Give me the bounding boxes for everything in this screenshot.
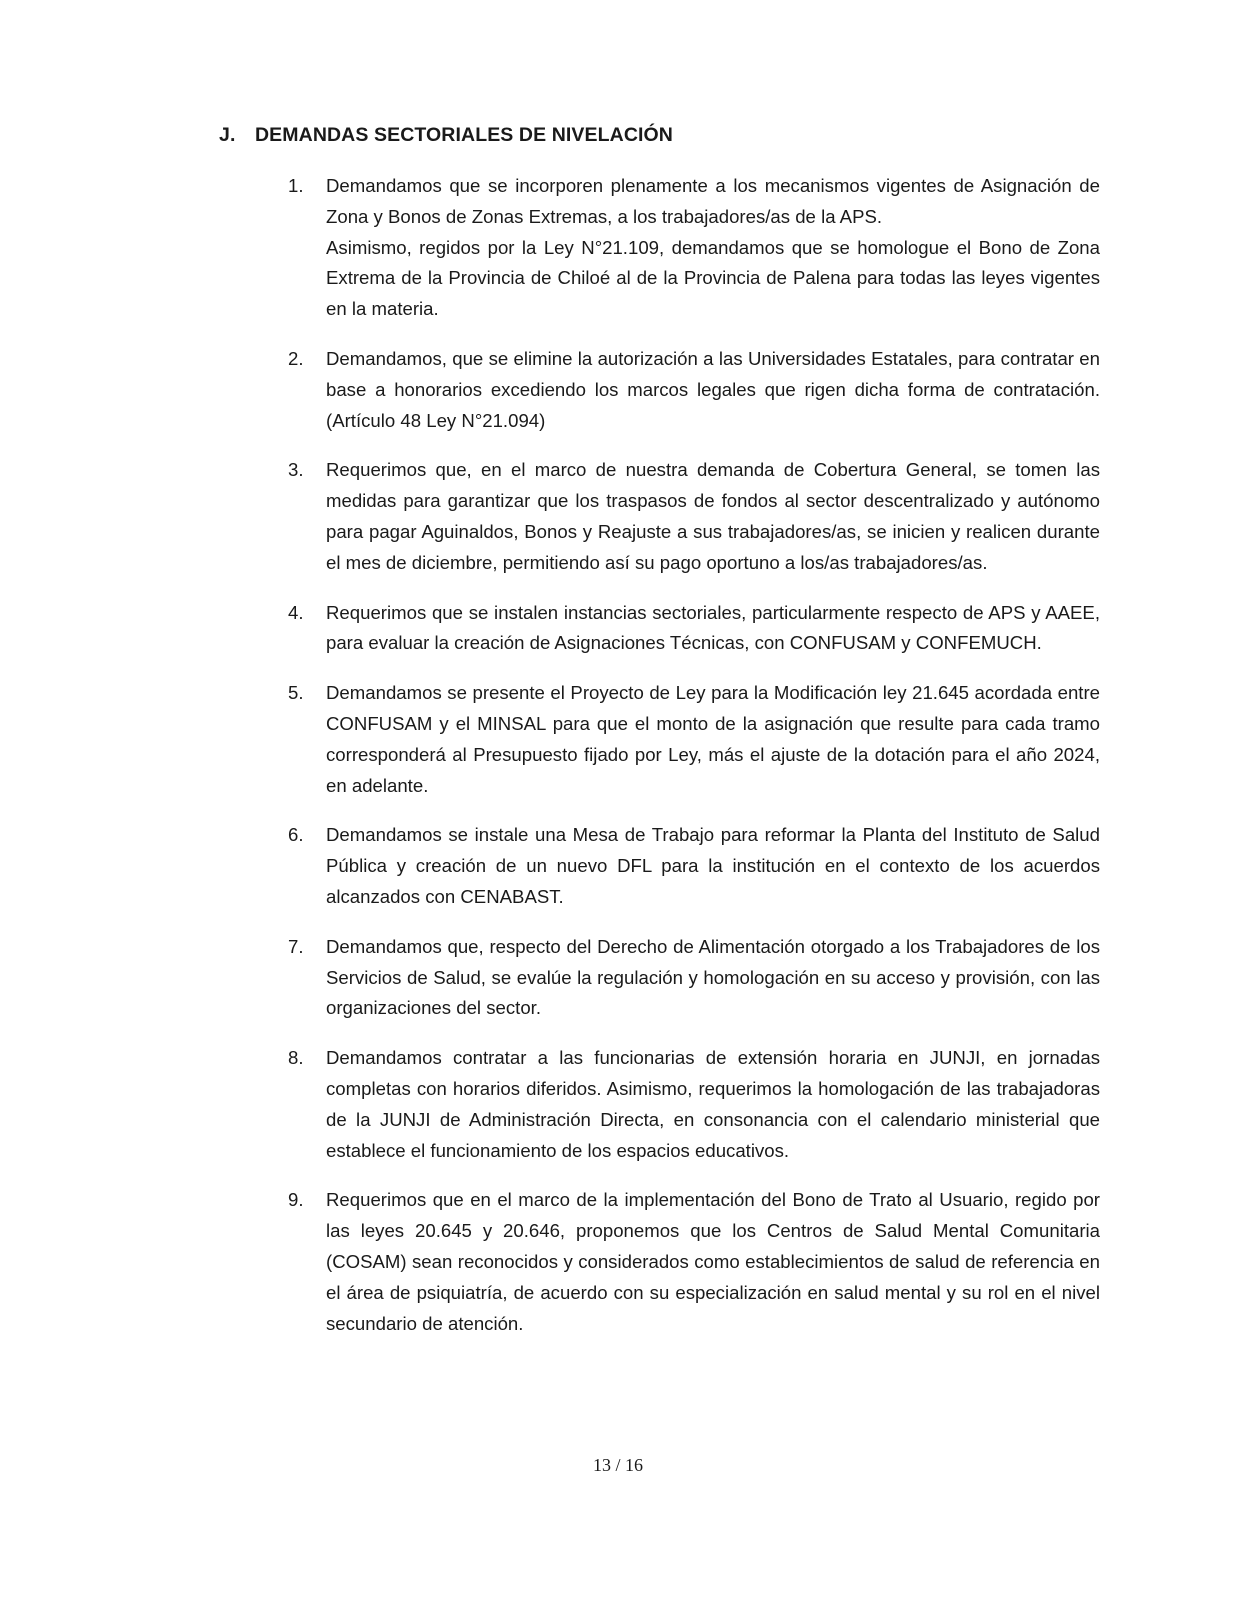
- item-paragraph: Requerimos que en el marco de la implementación del Bono de Trato al Usuario, regido por las leyes 20.645 y 20.646, proponemos que los Centros de Salud Mental Comunitaria (COSAM) sean reconocidos y considerados como establecimientos de salud de referencia en el área de psiquiatría, de acuerdo con su especialización en salud mental y su rol en el nivel secundario de atención.: [326, 1189, 1100, 1334]
- item-number: 8.: [288, 1047, 304, 1069]
- item-number: 1.: [288, 175, 304, 196]
- item-paragraph: Requerimos que, en el marco de nuestra demanda de Cobertura General, se tomen las medidas para garantizar que los traspasos de fondos al sector descentralizado y autónomo para pagar Aguinaldos, Bonos y Reajuste a sus trabajadores/as, se inicien y realicen durante el mes de diciembre, permitiendo así su pago oportuno a los/as trabajadores/as.: [326, 459, 1100, 573]
- list-item: [288, 171, 1100, 325]
- item-paragraph: Demandamos que, respecto del Derecho de Alimentación otorgado a los Trabajadores de los Servicios de Salud, se evalúe la regulación y homologación en su acceso y provisión, con las organizaciones del sector.: [326, 935, 1100, 1019]
- section-letter: J.: [219, 124, 236, 146]
- item-body: [326, 455, 1100, 578]
- list-item: [288, 344, 1100, 436]
- item-paragraph: Demandamos se presente el Proyecto de Ley para la Modificación ley 21.645 acordada entre CONFUSAM y el MINSAL para que el monto de la asignación que resulte para cada tramo corresponderá al Presupuesto fijado por Ley, más el ajuste de la dotación para el año 2024, en adelante.: [326, 682, 1100, 796]
- item-body: [326, 1043, 1100, 1166]
- item-paragraph: Asimismo, regidos por la Ley N°21.109, demandamos que se homologue el Bono de Zona Extrema de la Provincia de Chiloé al de la Provincia de Palena para todas las leyes vigentes en la materia.: [326, 236, 1100, 320]
- item-body: [326, 820, 1100, 912]
- item-number: 6.: [288, 824, 304, 846]
- item-paragraph: Demandamos contratar a las funcionarias de extensión horaria en JUNJI, en jornadas completas con horarios diferidos. Asimismo, requerimos la homologación de las trabajadoras de la JUNJI de Administración Directa, en consonancia con el calendario ministerial que establece el funcionamiento de los espacios educativos.: [326, 1047, 1100, 1161]
- item-number: 4.: [288, 601, 304, 623]
- item-body: [326, 678, 1100, 801]
- list-item: [288, 1185, 1100, 1339]
- item-number: 7.: [288, 935, 304, 957]
- list-item: [288, 820, 1100, 912]
- page-number: 13 / 16: [592, 1455, 643, 1475]
- section-title: DEMANDAS SECTORIALES DE NIVELACIÓN: [255, 124, 673, 146]
- list-item: [288, 598, 1100, 660]
- item-body: [326, 932, 1100, 1024]
- item-body: [326, 344, 1100, 436]
- list-item: [288, 1043, 1100, 1166]
- list-item: [288, 455, 1100, 578]
- item-body: [326, 1185, 1100, 1339]
- item-number: 9.: [288, 1189, 304, 1211]
- item-body: [326, 598, 1100, 660]
- item-paragraph: Requerimos que se instalen instancias sectoriales, particularmente respecto de APS y AAEE, para evaluar la creación de Asignaciones Técnicas, con CONFUSAM y CONFEMUCH.: [326, 601, 1100, 654]
- item-body: [326, 171, 1100, 325]
- item-paragraph: Demandamos que se incorporen plenamente a los mecanismos vigentes de Asignación de Zona y Bonos de Zonas Extremas, a los trabajadores/as de la APS.: [326, 175, 1100, 227]
- item-number: 3.: [288, 459, 304, 481]
- item-number: 2.: [288, 347, 304, 369]
- demands-list: [288, 171, 1100, 1358]
- item-paragraph: Demandamos, que se elimine la autorización a las Universidades Estatales, para contratar en base a honorarios excediendo los marcos legales que rigen dicha forma de contratación. (Artículo 48 Ley N°21.094): [326, 347, 1100, 431]
- item-number: 5.: [288, 682, 304, 704]
- list-item: [288, 678, 1100, 801]
- list-item: [288, 932, 1100, 1024]
- section-heading: [219, 124, 673, 147]
- item-paragraph: Demandamos se instale una Mesa de Trabajo para reformar la Planta del Instituto de Salud Pública y creación de un nuevo DFL para la institución en el contexto de los acuerdos alcanzados con CENABAST.: [326, 824, 1100, 907]
